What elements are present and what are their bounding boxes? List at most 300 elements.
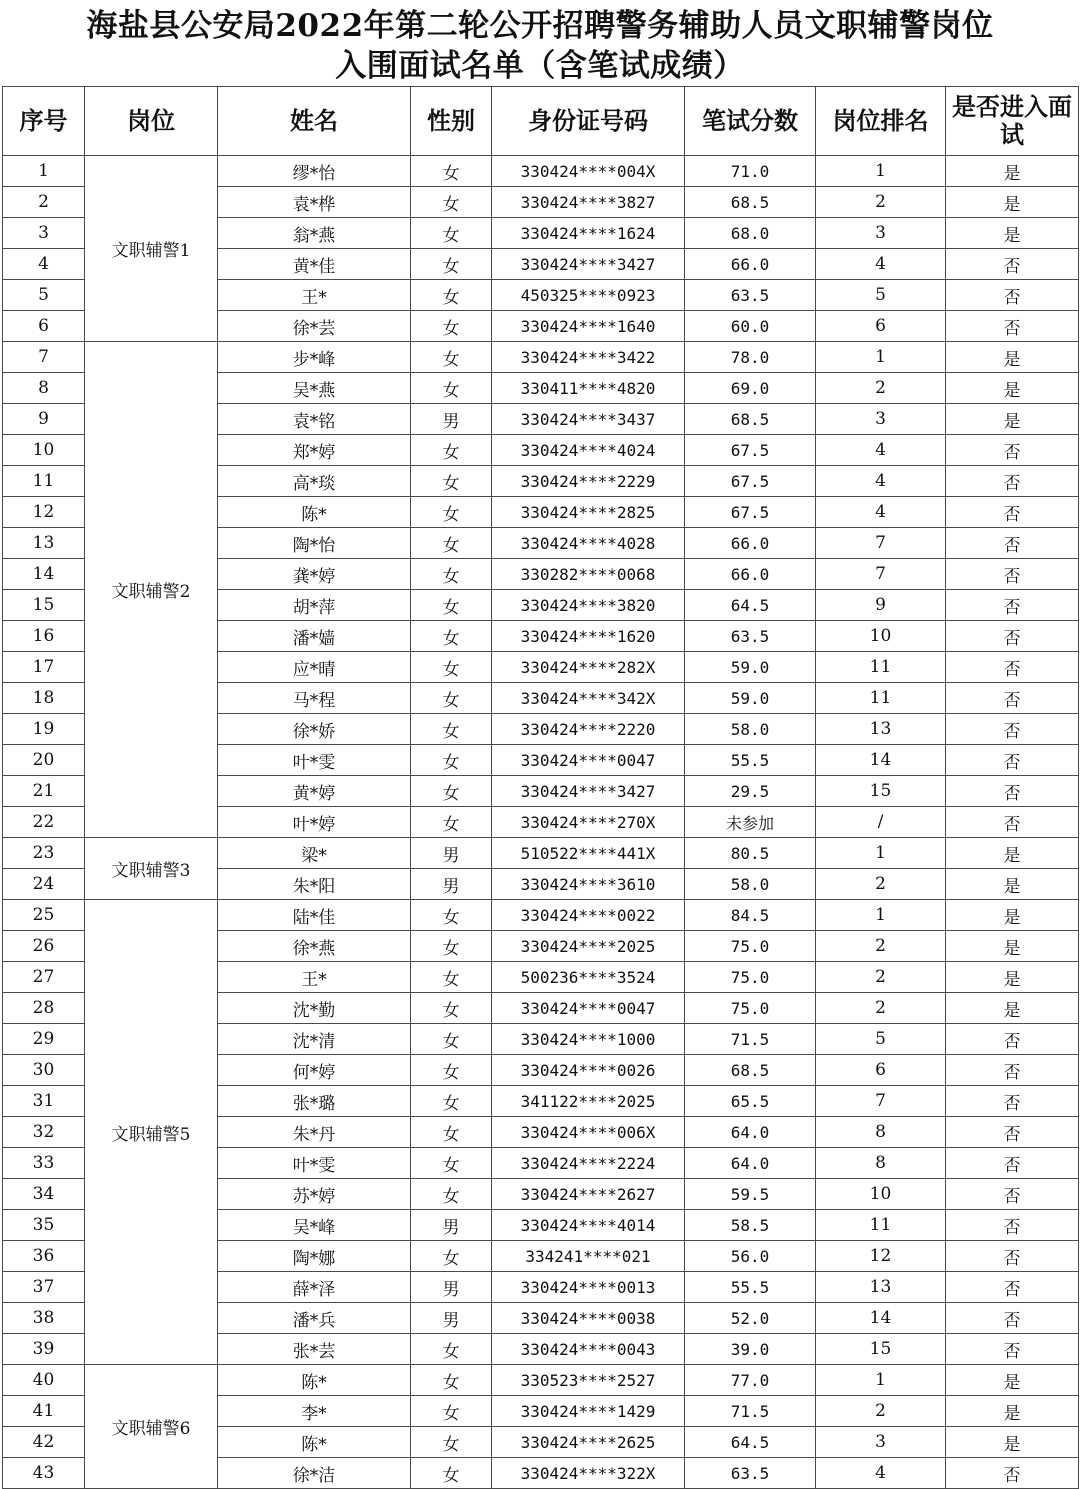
cell-id-number: 330424****2229: [492, 466, 685, 497]
cell-score: 75.0: [685, 931, 816, 962]
cell-score: 63.5: [685, 621, 816, 652]
cell-rank: 6: [816, 1055, 946, 1086]
cell-index: 31: [3, 1086, 85, 1117]
cell-index: 16: [3, 621, 85, 652]
cell-index: 22: [3, 807, 85, 838]
cell-name: 张*芸: [218, 1334, 411, 1365]
cell-rank: 4: [816, 435, 946, 466]
cell-index: 21: [3, 776, 85, 807]
cell-name: 陶*娜: [218, 1241, 411, 1272]
cell-rank: 4: [816, 1458, 946, 1489]
cell-interview: 否: [946, 497, 1079, 528]
cell-gender: 女: [411, 1427, 492, 1458]
cell-gender: 女: [411, 1241, 492, 1272]
cell-gender: 女: [411, 280, 492, 311]
cell-rank: 4: [816, 466, 946, 497]
cell-index: 39: [3, 1334, 85, 1365]
header-id-number: 身份证号码: [492, 87, 685, 156]
cell-score: 58.0: [685, 714, 816, 745]
cell-interview: 否: [946, 559, 1079, 590]
cell-gender: 女: [411, 993, 492, 1024]
cell-score: 64.0: [685, 1148, 816, 1179]
cell-score: 65.5: [685, 1086, 816, 1117]
cell-name: 吴*峰: [218, 1210, 411, 1241]
cell-id-number: 330424****1429: [492, 1396, 685, 1427]
cell-gender: 女: [411, 962, 492, 993]
cell-rank: 4: [816, 249, 946, 280]
document-title-line2: 入围面试名单（含笔试成绩）: [335, 48, 745, 84]
cell-interview: 否: [946, 1086, 1079, 1117]
cell-rank: 7: [816, 559, 946, 590]
cell-name: 陈*: [218, 1365, 411, 1396]
cell-index: 18: [3, 683, 85, 714]
cell-score: 55.5: [685, 745, 816, 776]
header-rank: 岗位排名: [816, 87, 946, 156]
cell-rank: 7: [816, 1086, 946, 1117]
cell-interview: 否: [946, 683, 1079, 714]
cell-id-number: 330424****4014: [492, 1210, 685, 1241]
cell-score: 55.5: [685, 1272, 816, 1303]
cell-post: 文职辅警3: [85, 838, 218, 900]
cell-name: 胡*萍: [218, 590, 411, 621]
cell-interview: 否: [946, 807, 1079, 838]
table-row: [3, 1365, 1079, 1396]
cell-name: 袁*铭: [218, 404, 411, 435]
cell-interview: 否: [946, 714, 1079, 745]
cell-rank: 2: [816, 1396, 946, 1427]
cell-rank: 13: [816, 1272, 946, 1303]
cell-index: 36: [3, 1241, 85, 1272]
table-row: [3, 156, 1079, 187]
cell-interview: 是: [946, 838, 1079, 869]
cell-score: 71.5: [685, 1024, 816, 1055]
cell-score: 75.0: [685, 993, 816, 1024]
cell-id-number: 330424****2825: [492, 497, 685, 528]
cell-index: 8: [3, 373, 85, 404]
cell-post: 文职辅警2: [85, 342, 218, 838]
cell-post: 文职辅警1: [85, 156, 218, 342]
cell-gender: 女: [411, 218, 492, 249]
header-score: 笔试分数: [685, 87, 816, 156]
cell-rank: 2: [816, 187, 946, 218]
cell-id-number: 330424****1000: [492, 1024, 685, 1055]
cell-name: 缪*怡: [218, 156, 411, 187]
cell-id-number: 330424****342X: [492, 683, 685, 714]
cell-rank: 2: [816, 962, 946, 993]
cell-gender: 女: [411, 1365, 492, 1396]
cell-interview: 否: [946, 1303, 1079, 1334]
cell-name: 徐*芸: [218, 311, 411, 342]
cell-index: 37: [3, 1272, 85, 1303]
cell-id-number: 330424****0043: [492, 1334, 685, 1365]
cell-gender: 女: [411, 528, 492, 559]
cell-id-number: 341122****2025: [492, 1086, 685, 1117]
cell-index: 11: [3, 466, 85, 497]
cell-id-number: 330424****0047: [492, 993, 685, 1024]
cell-name: 黄*婷: [218, 776, 411, 807]
cell-name: 徐*燕: [218, 931, 411, 962]
cell-score: 66.0: [685, 249, 816, 280]
cell-rank: 1: [816, 1365, 946, 1396]
cell-interview: 是: [946, 900, 1079, 931]
cell-interview: 否: [946, 1179, 1079, 1210]
cell-index: 40: [3, 1365, 85, 1396]
cell-name: 苏*婷: [218, 1179, 411, 1210]
cell-gender: 女: [411, 776, 492, 807]
cell-interview: 否: [946, 1024, 1079, 1055]
cell-gender: 女: [411, 249, 492, 280]
table-row: [3, 342, 1079, 373]
cell-name: 马*程: [218, 683, 411, 714]
cell-name: 黄*佳: [218, 249, 411, 280]
cell-name: 沈*清: [218, 1024, 411, 1055]
cell-id-number: 330424****3610: [492, 869, 685, 900]
cell-gender: 女: [411, 900, 492, 931]
cell-interview: 是: [946, 156, 1079, 187]
cell-index: 27: [3, 962, 85, 993]
cell-name: 朱*丹: [218, 1117, 411, 1148]
cell-name: 徐*洁: [218, 1458, 411, 1489]
cell-id-number: 330424****1620: [492, 621, 685, 652]
cell-gender: 女: [411, 1148, 492, 1179]
cell-rank: 1: [816, 342, 946, 373]
cell-index: 23: [3, 838, 85, 869]
cell-name: 梁*: [218, 838, 411, 869]
cell-index: 20: [3, 745, 85, 776]
cell-interview: 否: [946, 466, 1079, 497]
cell-rank: 14: [816, 1303, 946, 1334]
cell-id-number: 330424****0026: [492, 1055, 685, 1086]
cell-post: 文职辅警5: [85, 900, 218, 1365]
cell-gender: 女: [411, 931, 492, 962]
cell-post: 文职辅警6: [85, 1365, 218, 1489]
cell-name: 朱*阳: [218, 869, 411, 900]
cell-name: 步*峰: [218, 342, 411, 373]
cell-index: 28: [3, 993, 85, 1024]
cell-index: 4: [3, 249, 85, 280]
cell-gender: 女: [411, 1396, 492, 1427]
cell-rank: 2: [816, 373, 946, 404]
cell-index: 42: [3, 1427, 85, 1458]
cell-name: 何*婷: [218, 1055, 411, 1086]
cell-rank: 12: [816, 1241, 946, 1272]
cell-gender: 女: [411, 683, 492, 714]
cell-gender: 男: [411, 1210, 492, 1241]
cell-interview: 否: [946, 1334, 1079, 1365]
cell-score: 64.0: [685, 1117, 816, 1148]
cell-index: 19: [3, 714, 85, 745]
cell-interview: 否: [946, 1458, 1079, 1489]
cell-rank: 15: [816, 1334, 946, 1365]
cell-id-number: 330424****3820: [492, 590, 685, 621]
cell-rank: 5: [816, 280, 946, 311]
cell-interview: 否: [946, 776, 1079, 807]
table-row: [3, 838, 1079, 869]
cell-score: 71.0: [685, 156, 816, 187]
candidate-table: [2, 86, 1079, 1489]
cell-rank: 3: [816, 404, 946, 435]
cell-id-number: 330424****282X: [492, 652, 685, 683]
cell-score: 66.0: [685, 528, 816, 559]
cell-id-number: 500236****3524: [492, 962, 685, 993]
cell-score: 未参加: [685, 807, 816, 838]
cell-index: 38: [3, 1303, 85, 1334]
cell-score: 69.0: [685, 373, 816, 404]
cell-score: 60.0: [685, 311, 816, 342]
document-title-line1: 海盐县公安局2022年第二轮公开招聘警务辅助人员文职辅警岗位: [86, 8, 994, 44]
cell-index: 34: [3, 1179, 85, 1210]
cell-score: 66.0: [685, 559, 816, 590]
cell-interview: 否: [946, 435, 1079, 466]
cell-interview: 否: [946, 652, 1079, 683]
cell-gender: 男: [411, 869, 492, 900]
cell-score: 78.0: [685, 342, 816, 373]
cell-id-number: 330282****0068: [492, 559, 685, 590]
cell-id-number: 330424****2627: [492, 1179, 685, 1210]
table-row: [3, 900, 1079, 931]
cell-name: 陈*: [218, 497, 411, 528]
cell-id-number: 330424****3427: [492, 776, 685, 807]
cell-index: 26: [3, 931, 85, 962]
cell-interview: 否: [946, 1055, 1079, 1086]
cell-name: 吴*燕: [218, 373, 411, 404]
cell-score: 75.0: [685, 962, 816, 993]
cell-rank: 11: [816, 683, 946, 714]
cell-gender: 女: [411, 652, 492, 683]
cell-score: 67.5: [685, 497, 816, 528]
cell-score: 58.0: [685, 869, 816, 900]
cell-id-number: 330424****0013: [492, 1272, 685, 1303]
cell-index: 12: [3, 497, 85, 528]
cell-name: 徐*娇: [218, 714, 411, 745]
cell-rank: 7: [816, 528, 946, 559]
cell-gender: 男: [411, 1303, 492, 1334]
cell-gender: 女: [411, 559, 492, 590]
cell-id-number: 330424****4024: [492, 435, 685, 466]
header-name: 姓名: [218, 87, 411, 156]
cell-id-number: 330424****004X: [492, 156, 685, 187]
cell-score: 56.0: [685, 1241, 816, 1272]
cell-gender: 男: [411, 1272, 492, 1303]
cell-name: 潘*兵: [218, 1303, 411, 1334]
cell-id-number: 330424****4028: [492, 528, 685, 559]
cell-index: 41: [3, 1396, 85, 1427]
cell-gender: 女: [411, 1055, 492, 1086]
cell-rank: 13: [816, 714, 946, 745]
cell-interview: 否: [946, 1210, 1079, 1241]
cell-name: 翁*燕: [218, 218, 411, 249]
cell-rank: 5: [816, 1024, 946, 1055]
cell-rank: 4: [816, 497, 946, 528]
cell-interview: 是: [946, 962, 1079, 993]
cell-index: 24: [3, 869, 85, 900]
cell-name: 应*晴: [218, 652, 411, 683]
cell-id-number: 330424****3437: [492, 404, 685, 435]
cell-rank: 1: [816, 838, 946, 869]
cell-rank: 3: [816, 1427, 946, 1458]
cell-name: 沈*勤: [218, 993, 411, 1024]
cell-interview: 是: [946, 218, 1079, 249]
cell-score: 59.0: [685, 652, 816, 683]
cell-rank: 2: [816, 993, 946, 1024]
cell-gender: 女: [411, 1086, 492, 1117]
cell-interview: 否: [946, 1117, 1079, 1148]
cell-interview: 是: [946, 187, 1079, 218]
cell-name: 潘*嫱: [218, 621, 411, 652]
cell-rank: 8: [816, 1117, 946, 1148]
cell-interview: 否: [946, 590, 1079, 621]
cell-rank: 9: [816, 590, 946, 621]
cell-score: 77.0: [685, 1365, 816, 1396]
cell-score: 68.5: [685, 187, 816, 218]
cell-interview: 是: [946, 373, 1079, 404]
cell-index: 13: [3, 528, 85, 559]
cell-index: 43: [3, 1458, 85, 1489]
cell-score: 52.0: [685, 1303, 816, 1334]
cell-index: 25: [3, 900, 85, 931]
cell-gender: 女: [411, 187, 492, 218]
cell-index: 1: [3, 156, 85, 187]
cell-index: 30: [3, 1055, 85, 1086]
cell-gender: 男: [411, 404, 492, 435]
cell-name: 陆*佳: [218, 900, 411, 931]
cell-name: 陈*: [218, 1427, 411, 1458]
cell-id-number: 334241****021: [492, 1241, 685, 1272]
cell-id-number: 330424****3827: [492, 187, 685, 218]
cell-id-number: 330424****2025: [492, 931, 685, 962]
cell-rank: 14: [816, 745, 946, 776]
cell-gender: 女: [411, 807, 492, 838]
cell-id-number: 330523****2527: [492, 1365, 685, 1396]
cell-id-number: 330411****4820: [492, 373, 685, 404]
cell-gender: 女: [411, 311, 492, 342]
cell-gender: 女: [411, 621, 492, 652]
cell-rank: 3: [816, 218, 946, 249]
cell-id-number: 330424****270X: [492, 807, 685, 838]
cell-index: 7: [3, 342, 85, 373]
cell-gender: 女: [411, 342, 492, 373]
cell-rank: 2: [816, 869, 946, 900]
cell-interview: 是: [946, 1427, 1079, 1458]
cell-gender: 女: [411, 1024, 492, 1055]
cell-name: 龚*婷: [218, 559, 411, 590]
cell-rank: 11: [816, 1210, 946, 1241]
cell-gender: 女: [411, 1334, 492, 1365]
cell-gender: 女: [411, 1458, 492, 1489]
cell-name: 张*璐: [218, 1086, 411, 1117]
cell-id-number: 330424****2220: [492, 714, 685, 745]
cell-score: 58.5: [685, 1210, 816, 1241]
cell-id-number: 330424****3427: [492, 249, 685, 280]
cell-interview: 否: [946, 745, 1079, 776]
cell-id-number: 510522****441X: [492, 838, 685, 869]
cell-interview: 否: [946, 280, 1079, 311]
cell-name: 陶*怡: [218, 528, 411, 559]
cell-index: 6: [3, 311, 85, 342]
cell-index: 15: [3, 590, 85, 621]
cell-gender: 女: [411, 497, 492, 528]
header-post: 岗位: [85, 87, 218, 156]
cell-id-number: 330424****2224: [492, 1148, 685, 1179]
cell-score: 29.5: [685, 776, 816, 807]
cell-index: 2: [3, 187, 85, 218]
header-gender: 性别: [411, 87, 492, 156]
cell-rank: 10: [816, 621, 946, 652]
cell-score: 84.5: [685, 900, 816, 931]
cell-index: 14: [3, 559, 85, 590]
cell-rank: 8: [816, 1148, 946, 1179]
cell-rank: 10: [816, 1179, 946, 1210]
cell-interview: 否: [946, 528, 1079, 559]
cell-rank: 1: [816, 156, 946, 187]
cell-rank: 15: [816, 776, 946, 807]
cell-id-number: 330424****0047: [492, 745, 685, 776]
cell-name: 郑*婷: [218, 435, 411, 466]
cell-interview: 是: [946, 931, 1079, 962]
cell-id-number: 330424****322X: [492, 1458, 685, 1489]
cell-interview: 否: [946, 1241, 1079, 1272]
cell-interview: 是: [946, 342, 1079, 373]
cell-index: 32: [3, 1117, 85, 1148]
cell-id-number: 330424****0022: [492, 900, 685, 931]
cell-id-number: 330424****0038: [492, 1303, 685, 1334]
cell-id-number: 330424****2625: [492, 1427, 685, 1458]
cell-name: 叶*雯: [218, 745, 411, 776]
cell-id-number: 330424****006X: [492, 1117, 685, 1148]
cell-interview: 是: [946, 869, 1079, 900]
cell-score: 64.5: [685, 1427, 816, 1458]
cell-name: 高*琰: [218, 466, 411, 497]
cell-index: 9: [3, 404, 85, 435]
cell-interview: 是: [946, 1396, 1079, 1427]
cell-score: 59.5: [685, 1179, 816, 1210]
cell-index: 35: [3, 1210, 85, 1241]
cell-score: 63.5: [685, 1458, 816, 1489]
cell-id-number: 330424****1640: [492, 311, 685, 342]
cell-score: 68.0: [685, 218, 816, 249]
cell-score: 80.5: [685, 838, 816, 869]
cell-score: 67.5: [685, 435, 816, 466]
cell-index: 17: [3, 652, 85, 683]
cell-rank: /: [816, 807, 946, 838]
cell-index: 29: [3, 1024, 85, 1055]
cell-interview: 是: [946, 1365, 1079, 1396]
cell-score: 63.5: [685, 280, 816, 311]
cell-rank: 1: [816, 900, 946, 931]
cell-gender: 女: [411, 435, 492, 466]
cell-gender: 女: [411, 156, 492, 187]
cell-name: 王*: [218, 280, 411, 311]
cell-name: 薛*泽: [218, 1272, 411, 1303]
cell-interview: 否: [946, 1148, 1079, 1179]
cell-gender: 女: [411, 373, 492, 404]
cell-score: 71.5: [685, 1396, 816, 1427]
cell-gender: 女: [411, 466, 492, 497]
cell-interview: 否: [946, 1272, 1079, 1303]
cell-score: 39.0: [685, 1334, 816, 1365]
cell-index: 33: [3, 1148, 85, 1179]
cell-gender: 男: [411, 838, 492, 869]
cell-score: 68.5: [685, 404, 816, 435]
cell-id-number: 330424****1624: [492, 218, 685, 249]
cell-score: 67.5: [685, 466, 816, 497]
header-row: [3, 87, 1079, 156]
cell-interview: 是: [946, 404, 1079, 435]
cell-gender: 女: [411, 714, 492, 745]
cell-score: 68.5: [685, 1055, 816, 1086]
cell-gender: 女: [411, 1117, 492, 1148]
cell-id-number: 450325****0923: [492, 280, 685, 311]
